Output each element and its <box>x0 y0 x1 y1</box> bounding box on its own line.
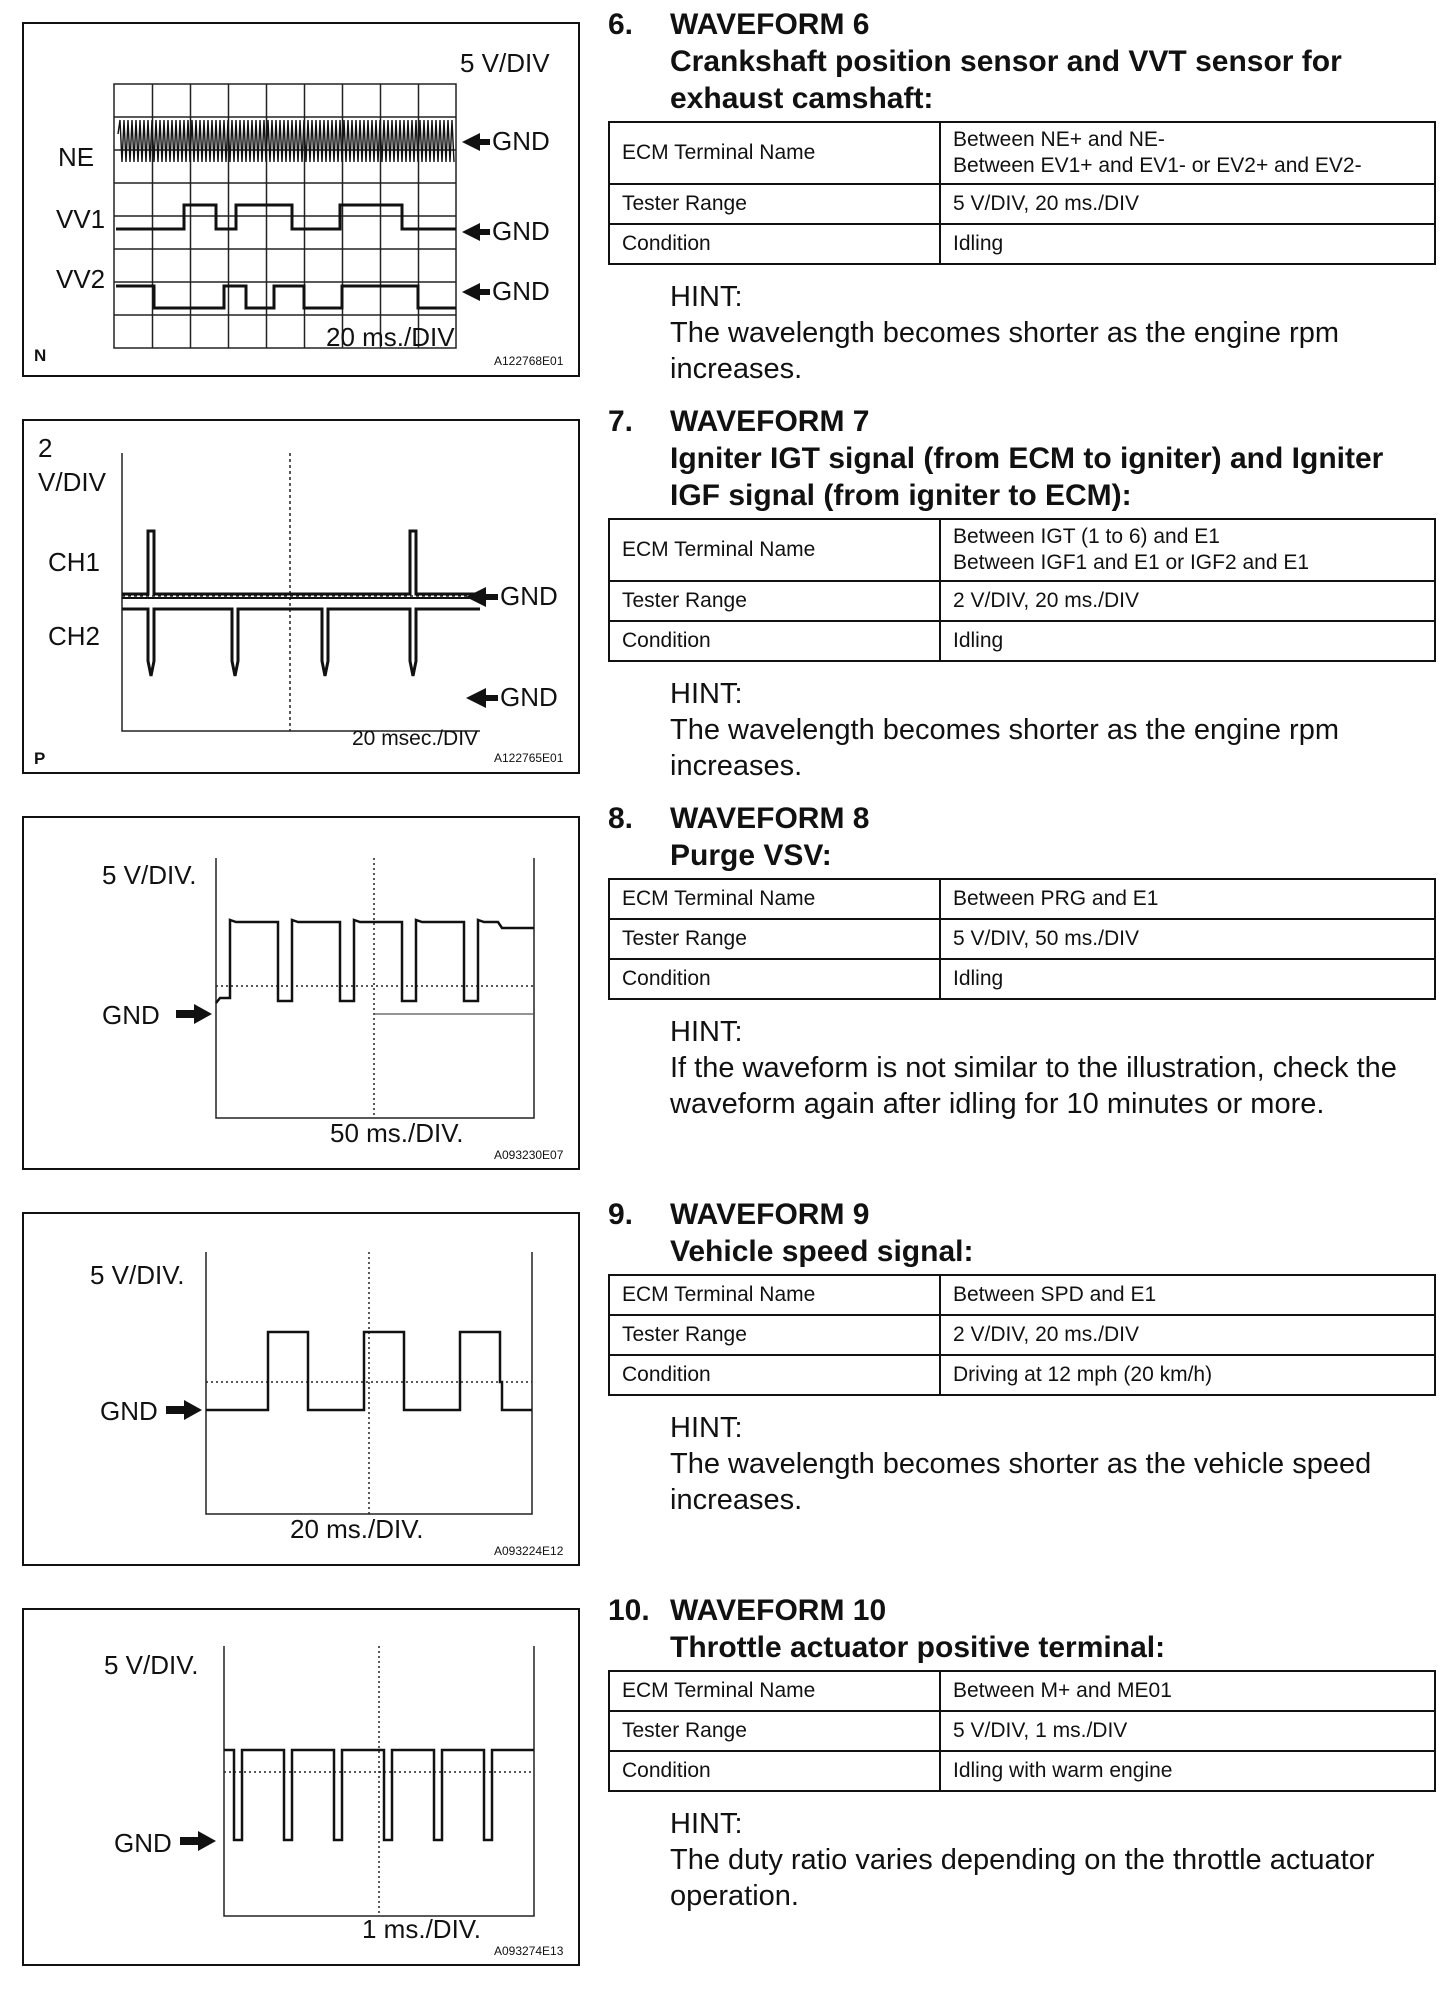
gnd-label: GND <box>492 216 550 246</box>
time-per-div-label: 20 msec./DIV <box>352 727 479 750</box>
figure-code: A122765E01 <box>494 751 564 765</box>
waveform-7-figure <box>22 419 580 774</box>
hint-block <box>670 1410 1438 1518</box>
ne-signal-trace <box>118 120 454 162</box>
hint-label: HINT: <box>670 1808 743 1840</box>
section-subtitle: Crankshaft position sensor and VVT sensor for exhaust camshaft: <box>670 45 1342 115</box>
row-value-line: Between EV1+ and EV1- or EV2+ and EV2- <box>953 154 1362 177</box>
gnd-label: GND <box>102 1000 160 1030</box>
section-subtitle: Throttle actuator positive terminal: <box>670 1631 1166 1664</box>
figure-code: A093274E13 <box>494 1944 564 1958</box>
section-waveform-9 <box>608 1196 1438 1518</box>
time-per-div-label: 20 ms./DIV. <box>290 1514 424 1544</box>
row-label: ECM Terminal Name <box>609 1275 940 1315</box>
table-row <box>609 224 1435 264</box>
row-label: Condition <box>609 1355 940 1395</box>
gnd-label: GND <box>500 682 558 712</box>
table-row <box>609 621 1435 661</box>
row-value: 2 V/DIV, 20 ms./DIV <box>940 1315 1435 1355</box>
spec-table <box>608 1274 1436 1396</box>
volt-per-div-label: 5 V/DIV. <box>104 1650 199 1680</box>
table-row <box>609 959 1435 999</box>
spec-table <box>608 518 1436 662</box>
row-value <box>940 519 1435 581</box>
waveform-6-figure <box>22 22 580 377</box>
row-value: 5 V/DIV, 20 ms./DIV <box>940 184 1435 224</box>
figure-id-label: P <box>34 749 46 768</box>
channel-label-ne: NE <box>58 142 95 172</box>
gnd-label: GND <box>492 126 550 156</box>
hint-block <box>670 676 1438 784</box>
section-title: WAVEFORM 6 <box>670 8 870 41</box>
waveform-9-figure <box>22 1212 580 1566</box>
volt-per-div-label: 5 V/DIV <box>460 48 550 78</box>
section-number: 8. <box>608 802 634 835</box>
row-value: Idling <box>940 959 1435 999</box>
row-value: 5 V/DIV, 1 ms./DIV <box>940 1711 1435 1751</box>
ch2-signal-trace <box>122 609 480 676</box>
table-row <box>609 1751 1435 1791</box>
figure-id-label: N <box>34 346 47 365</box>
section-number: 9. <box>608 1198 634 1231</box>
gnd-arrow-icon <box>184 1400 202 1420</box>
section-subtitle: Purge VSV: <box>670 839 832 872</box>
row-value-line: Between IGT (1 to 6) and E1 <box>953 525 1220 548</box>
table-row <box>609 1355 1435 1395</box>
row-label: ECM Terminal Name <box>609 1671 940 1711</box>
section-heading <box>608 403 1438 514</box>
row-value: Idling <box>940 224 1435 264</box>
section-subtitle: Igniter IGT signal (from ECM to igniter) and Igniter IGF signal (from igniter to ECM): <box>670 442 1384 512</box>
hint-text: The wavelength becomes shorter as the engine rpm increases. <box>670 714 1339 782</box>
channel-label-ch2: CH2 <box>48 621 101 651</box>
hint-block <box>670 279 1438 387</box>
gnd-label: GND <box>500 581 558 611</box>
row-label: ECM Terminal Name <box>609 519 940 581</box>
gnd-label: GND <box>492 276 550 306</box>
time-per-div-label: 20 ms./DIV <box>326 322 455 352</box>
purge-vsv-signal-trace <box>216 920 534 1003</box>
row-value: Driving at 12 mph (20 km/h) <box>940 1355 1435 1395</box>
row-label: ECM Terminal Name <box>609 879 940 919</box>
gnd-arrow-icon <box>466 688 486 708</box>
channel-label-vv2: VV2 <box>56 264 106 294</box>
hint-label: HINT: <box>670 281 743 313</box>
table-row <box>609 581 1435 621</box>
table-row <box>609 1315 1435 1355</box>
volt-div-line2: V/DIV <box>38 467 106 497</box>
waveform-8-figure <box>22 816 580 1170</box>
row-value: Idling with warm engine <box>940 1751 1435 1791</box>
section-title: WAVEFORM 7 <box>670 405 870 438</box>
waveform-10-figure <box>22 1608 580 1966</box>
table-row <box>609 879 1435 919</box>
hint-text: The wavelength becomes shorter as the vehicle speed increases. <box>670 1448 1372 1516</box>
figure-code: A122768E01 <box>494 354 564 368</box>
hint-text: The wavelength becomes shorter as the engine rpm increases. <box>670 317 1339 385</box>
section-number: 7. <box>608 405 634 438</box>
section-waveform-10 <box>608 1592 1438 1914</box>
table-row <box>609 1711 1435 1751</box>
spec-table <box>608 878 1436 1000</box>
section-heading <box>608 1196 1438 1270</box>
row-value: Between PRG and E1 <box>940 879 1435 919</box>
gnd-arrow-icon <box>462 133 480 151</box>
row-label: Tester Range <box>609 1711 940 1751</box>
hint-label: HINT: <box>670 1412 743 1444</box>
table-row <box>609 919 1435 959</box>
section-waveform-7 <box>608 403 1438 784</box>
row-label: Tester Range <box>609 1315 940 1355</box>
spec-table <box>608 121 1436 265</box>
waveform-7-scope <box>24 421 582 776</box>
row-value-line: Between IGF1 and E1 or IGF2 and E1 <box>953 551 1310 574</box>
volt-div-line1: 2 <box>38 433 53 463</box>
row-label: Condition <box>609 621 940 661</box>
row-label: Condition <box>609 959 940 999</box>
hint-text: If the waveform is not similar to the illustration, check the waveform again after idling for 10 minutes or more. <box>670 1052 1397 1120</box>
row-label: Tester Range <box>609 184 940 224</box>
table-row <box>609 184 1435 224</box>
section-waveform-8 <box>608 800 1438 1122</box>
section-title: WAVEFORM 9 <box>670 1198 870 1231</box>
spec-table <box>608 1670 1436 1792</box>
section-heading <box>608 800 1438 874</box>
channel-label-ch1: CH1 <box>48 547 101 577</box>
gnd-arrow-icon <box>466 587 486 607</box>
vv1-signal-trace <box>116 205 456 229</box>
gnd-arrow-icon <box>462 283 480 301</box>
section-heading <box>608 6 1438 117</box>
section-number: 10. <box>608 1594 650 1627</box>
table-row <box>609 1275 1435 1315</box>
row-value <box>940 122 1435 184</box>
section-subtitle: Vehicle speed signal: <box>670 1235 974 1268</box>
table-row <box>609 1671 1435 1711</box>
section-heading <box>608 1592 1438 1666</box>
row-value: 5 V/DIV, 50 ms./DIV <box>940 919 1435 959</box>
gnd-arrow-icon <box>198 1831 216 1851</box>
hint-label: HINT: <box>670 1016 743 1048</box>
hint-block <box>670 1806 1438 1914</box>
row-value: Between M+ and ME01 <box>940 1671 1435 1711</box>
volt-per-div-label: 5 V/DIV. <box>90 1260 185 1290</box>
time-per-div-label: 1 ms./DIV. <box>362 1914 481 1944</box>
vv2-signal-trace <box>116 286 456 308</box>
table-row <box>609 122 1435 184</box>
row-label: Tester Range <box>609 581 940 621</box>
volt-per-div-label: 5 V/DIV. <box>102 860 197 890</box>
gnd-arrow-icon <box>194 1004 212 1024</box>
hint-text: The duty ratio varies depending on the throttle actuator operation. <box>670 1844 1375 1912</box>
row-value: Idling <box>940 621 1435 661</box>
section-title: WAVEFORM 8 <box>670 802 870 835</box>
table-row <box>609 519 1435 581</box>
hint-label: HINT: <box>670 678 743 710</box>
figure-code: A093230E07 <box>494 1148 564 1162</box>
gnd-label: GND <box>114 1828 172 1858</box>
row-label: Condition <box>609 1751 940 1791</box>
row-value-line: Between NE+ and NE- <box>953 128 1165 151</box>
ch1-signal-trace <box>122 531 480 594</box>
row-value: Between SPD and E1 <box>940 1275 1435 1315</box>
section-number: 6. <box>608 8 634 41</box>
section-title: WAVEFORM 10 <box>670 1594 887 1627</box>
row-label: Condition <box>609 224 940 264</box>
figure-code: A093224E12 <box>494 1544 564 1558</box>
row-value: 2 V/DIV, 20 ms./DIV <box>940 581 1435 621</box>
time-per-div-label: 50 ms./DIV. <box>330 1118 464 1148</box>
gnd-arrow-icon <box>462 223 480 241</box>
hint-block <box>670 1014 1438 1122</box>
row-label: ECM Terminal Name <box>609 122 940 184</box>
channel-label-vv1: VV1 <box>56 204 106 234</box>
row-label: Tester Range <box>609 919 940 959</box>
section-waveform-6 <box>608 6 1438 387</box>
gnd-label: GND <box>100 1396 158 1426</box>
